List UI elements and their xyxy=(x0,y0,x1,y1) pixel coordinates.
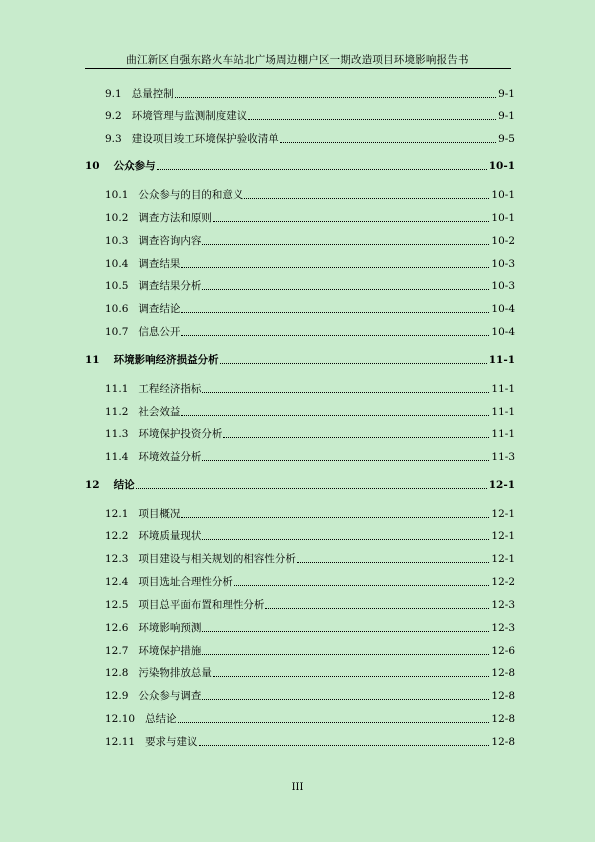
toc-entry-number: 9.2 xyxy=(105,110,122,122)
toc-entry-title: 调查结果 xyxy=(138,258,181,270)
toc-entry-number: 11.2 xyxy=(105,406,129,418)
toc-entry-page: 9-5 xyxy=(498,133,515,145)
toc-dot-leader xyxy=(181,335,489,336)
toc-entry-page: 12-1 xyxy=(491,530,515,542)
toc-entry-number: 12 xyxy=(85,479,100,491)
toc-dot-leader xyxy=(244,198,489,199)
toc-entry-title: 环境管理与监测制度建议 xyxy=(131,110,248,122)
toc-entry[interactable] xyxy=(85,324,515,338)
toc-entry[interactable] xyxy=(85,404,515,418)
toc-entry[interactable] xyxy=(85,711,515,725)
toc-entry[interactable] xyxy=(85,187,515,201)
toc-entry-page: 9-1 xyxy=(498,88,515,100)
toc-entry[interactable] xyxy=(85,449,515,463)
toc-entry-title: 环境质量现状 xyxy=(138,530,202,542)
toc-entry-page: 12-8 xyxy=(491,713,515,725)
toc-entry[interactable] xyxy=(85,256,515,270)
toc-entry-page: 10-4 xyxy=(491,326,515,338)
toc-entry[interactable] xyxy=(85,597,515,611)
toc-entry-title: 总结论 xyxy=(145,713,177,725)
toc-entry-number: 12.9 xyxy=(105,690,129,702)
toc-entry-number: 12.3 xyxy=(105,553,129,565)
toc-entry[interactable] xyxy=(85,551,515,565)
toc-entry-number: 12.6 xyxy=(105,622,129,634)
toc-entry-page: 10-3 xyxy=(491,258,515,270)
toc-entry-page: 12-6 xyxy=(491,645,515,657)
toc-dot-leader xyxy=(178,722,490,723)
toc-dot-leader xyxy=(202,539,489,540)
toc-entry-title: 工程经济指标 xyxy=(138,383,202,395)
toc-dot-leader xyxy=(213,676,490,677)
toc-entry-page: 12-3 xyxy=(491,599,515,611)
toc-dot-leader xyxy=(202,654,489,655)
running-header-title: 曲江新区自强东路火车站北广场周边棚户区一期改造项目环境影响报告书 xyxy=(126,54,469,66)
toc-dot-leader xyxy=(199,745,490,746)
toc-dot-leader xyxy=(202,244,489,245)
toc-entry-number: 10.4 xyxy=(105,258,129,270)
toc-entry-number: 12.1 xyxy=(105,508,129,520)
toc-entry-title: 项目建设与相关规划的相容性分析 xyxy=(138,553,296,565)
toc-entry-number: 12.8 xyxy=(105,667,129,679)
toc-entry-page: 10-1 xyxy=(488,160,515,172)
toc-dot-leader xyxy=(181,415,489,416)
toc-dot-leader xyxy=(202,631,489,632)
toc-entry[interactable] xyxy=(85,210,515,224)
toc-dot-leader xyxy=(202,699,489,700)
toc-entry[interactable] xyxy=(85,620,515,634)
toc-entry[interactable] xyxy=(85,86,515,100)
toc-dot-leader xyxy=(136,488,487,489)
toc-entry-number: 10.6 xyxy=(105,303,129,315)
toc-entry-title: 项目选址合理性分析 xyxy=(138,576,233,588)
toc-entry-number: 12.5 xyxy=(105,599,129,611)
toc-entry-number: 9.1 xyxy=(105,88,122,100)
toc-dot-leader xyxy=(181,267,489,268)
toc-dot-leader xyxy=(175,97,496,98)
toc-entry-page: 11-1 xyxy=(488,354,515,366)
toc-dot-leader xyxy=(202,289,489,290)
toc-section-entry[interactable] xyxy=(85,158,515,172)
table-of-contents xyxy=(85,0,515,842)
toc-dot-leader xyxy=(202,392,489,393)
toc-dot-leader xyxy=(297,562,490,563)
toc-entry[interactable] xyxy=(85,381,515,395)
toc-dot-leader xyxy=(223,437,489,438)
toc-entry-title: 公众参与 xyxy=(113,160,156,172)
toc-dot-leader xyxy=(234,585,490,586)
toc-entry-page: 12-1 xyxy=(491,553,515,565)
toc-entry-number: 12.10 xyxy=(105,713,136,725)
toc-entry-page: 12-3 xyxy=(491,622,515,634)
toc-entry[interactable] xyxy=(85,108,515,122)
toc-entry-number: 10.7 xyxy=(105,326,129,338)
toc-entry[interactable] xyxy=(85,574,515,588)
toc-section-entry[interactable] xyxy=(85,352,515,366)
toc-entry-title: 环境影响预测 xyxy=(138,622,202,634)
toc-entry-number: 10.3 xyxy=(105,235,129,247)
toc-entry-title: 环境影响经济损益分析 xyxy=(113,354,219,366)
toc-entry-title: 要求与建议 xyxy=(145,736,198,748)
toc-entry-page: 11-1 xyxy=(491,383,515,395)
toc-dot-leader xyxy=(202,460,489,461)
toc-entry-page: 10-2 xyxy=(491,235,515,247)
toc-entry-number: 11.4 xyxy=(105,451,129,463)
toc-entry-title: 调查咨询内容 xyxy=(138,235,202,247)
toc-entry[interactable] xyxy=(85,528,515,542)
toc-entry-page: 10-3 xyxy=(491,280,515,292)
toc-dot-leader xyxy=(181,312,489,313)
toc-entry-number: 10.5 xyxy=(105,280,129,292)
toc-entry-page: 12-8 xyxy=(491,667,515,679)
toc-dot-leader xyxy=(280,142,496,143)
toc-dot-leader xyxy=(181,517,489,518)
toc-entry-title: 调查结果分析 xyxy=(138,280,202,292)
toc-entry-number: 10 xyxy=(85,160,100,172)
toc-entry-title: 公众参与的目的和意义 xyxy=(138,189,244,201)
toc-entry-page: 9-1 xyxy=(498,110,515,122)
toc-entry-title: 环境保护措施 xyxy=(138,645,202,657)
page-number: III xyxy=(291,782,304,793)
toc-entry-page: 10-1 xyxy=(491,212,515,224)
toc-entry-title: 公众参与调查 xyxy=(138,690,202,702)
toc-dot-leader xyxy=(157,169,487,170)
toc-entry-page: 12-2 xyxy=(491,576,515,588)
toc-section-entry[interactable] xyxy=(85,477,515,491)
toc-entry-number: 11.1 xyxy=(105,383,129,395)
toc-entry-title: 建设项目竣工环境保护验收清单 xyxy=(131,133,279,145)
toc-entry-title: 调查方法和原则 xyxy=(138,212,212,224)
toc-entry-number: 10.2 xyxy=(105,212,129,224)
toc-dot-leader xyxy=(213,221,490,222)
toc-entry-title: 环境效益分析 xyxy=(138,451,202,463)
toc-entry-number: 10.1 xyxy=(105,189,129,201)
toc-entry-number: 12.2 xyxy=(105,530,129,542)
toc-entry-number: 12.11 xyxy=(105,736,136,748)
toc-entry-title: 项目总平面布置和理性分析 xyxy=(138,599,265,611)
toc-entry-page: 11-1 xyxy=(491,406,515,418)
toc-entry-title: 调查结论 xyxy=(138,303,181,315)
toc-entry-page: 12-8 xyxy=(491,690,515,702)
toc-entry[interactable] xyxy=(85,734,515,748)
toc-entry-page: 12-8 xyxy=(491,736,515,748)
toc-entry[interactable] xyxy=(85,301,515,315)
toc-entry[interactable] xyxy=(85,278,515,292)
toc-dot-leader xyxy=(220,363,487,364)
toc-entry[interactable] xyxy=(85,665,515,679)
toc-entry-title: 结论 xyxy=(113,479,135,491)
toc-entry-page: 10-4 xyxy=(491,303,515,315)
toc-entry-title: 污染物排放总量 xyxy=(138,667,212,679)
toc-entry-page: 11-3 xyxy=(491,451,515,463)
toc-dot-leader xyxy=(265,608,489,609)
toc-entry[interactable] xyxy=(85,131,515,145)
toc-entry-title: 总量控制 xyxy=(131,88,174,100)
toc-entry-number: 9.3 xyxy=(105,133,122,145)
toc-entry-title: 项目概况 xyxy=(138,508,181,520)
toc-entry-number: 11.3 xyxy=(105,428,129,440)
toc-dot-leader xyxy=(248,119,496,120)
toc-entry[interactable] xyxy=(85,426,515,440)
toc-entry-number: 12.7 xyxy=(105,645,129,657)
toc-entry-title: 环境保护投资分析 xyxy=(138,428,223,440)
toc-entry[interactable] xyxy=(85,643,515,657)
toc-entry-page: 12-1 xyxy=(491,508,515,520)
toc-entry-page: 12-1 xyxy=(488,479,515,491)
toc-entry-number: 12.4 xyxy=(105,576,129,588)
toc-entry-title: 信息公开 xyxy=(138,326,181,338)
toc-entry[interactable] xyxy=(85,506,515,520)
toc-entry-title: 社会效益 xyxy=(138,406,181,418)
toc-entry[interactable] xyxy=(85,233,515,247)
toc-entry-number: 11 xyxy=(85,354,100,366)
toc-entry[interactable] xyxy=(85,688,515,702)
toc-entry-page: 11-1 xyxy=(491,428,515,440)
toc-entry-page: 10-1 xyxy=(491,189,515,201)
